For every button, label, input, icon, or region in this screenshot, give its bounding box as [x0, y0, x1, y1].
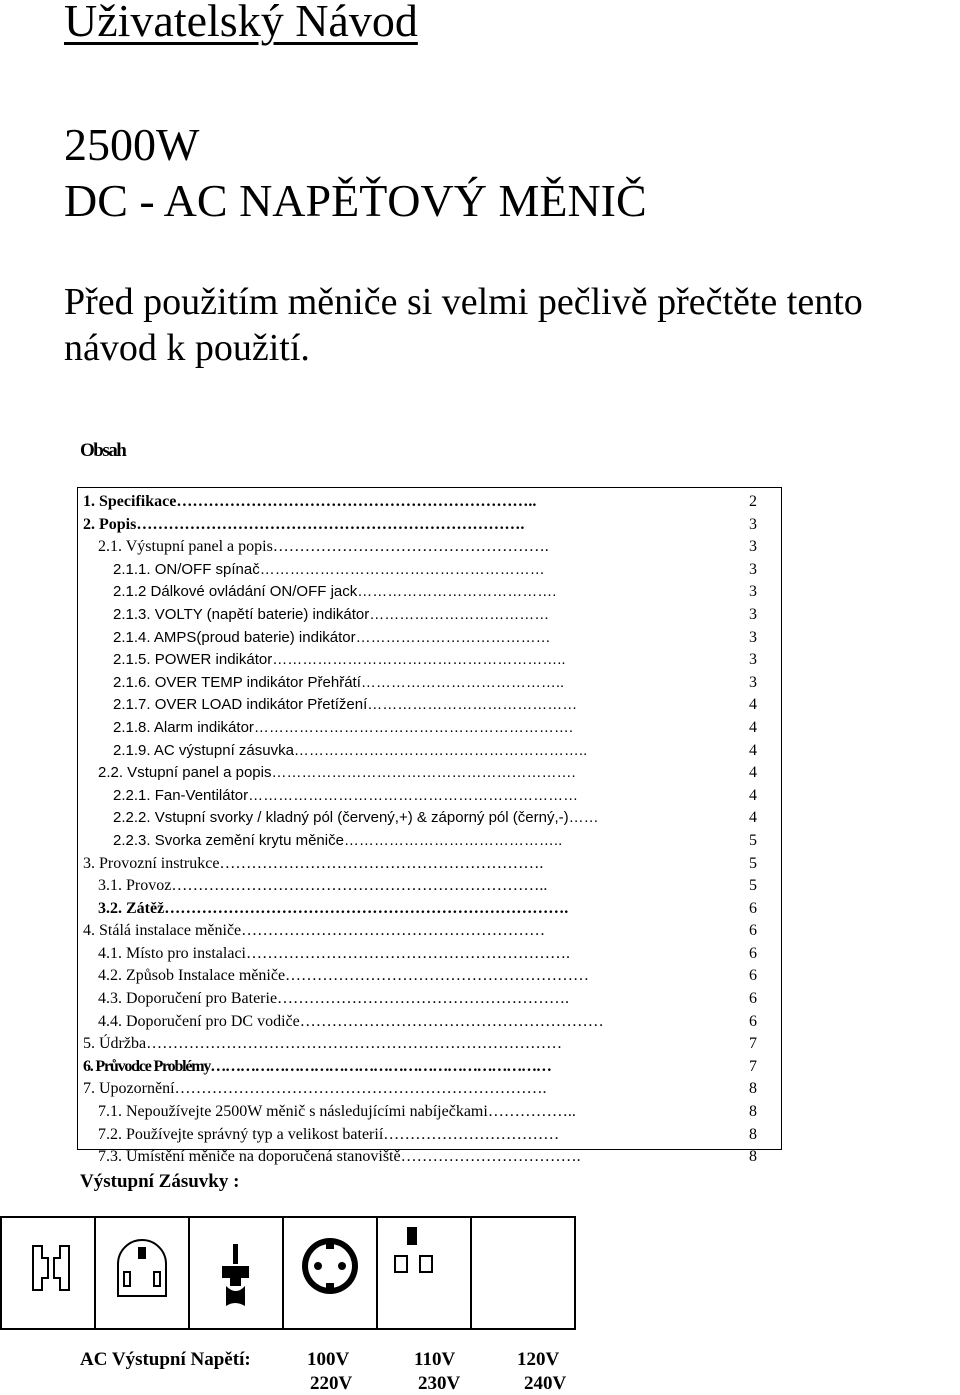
toc-row: [78, 965, 781, 988]
toc-entry-page: 8: [749, 1125, 757, 1143]
voltage-110v: 110V: [414, 1349, 456, 1370]
toc-entry-text: 2.1.6. OVER TEMP indikátor Přehřátí…………………………………..: [113, 673, 565, 691]
toc-row: [78, 853, 781, 876]
toc-entry-page: 3: [749, 538, 757, 556]
toc-entry-page: 6: [749, 1012, 757, 1030]
outlet-panel-2: [95, 1217, 189, 1329]
toc-entry-text: 4. Stálá instalace měniče…………………………………………………: [83, 922, 546, 940]
toc-entry-text: 7. Upozornění…………………………………………………………….: [83, 1080, 547, 1098]
schuko-outlet-icon: [302, 1238, 358, 1294]
toc-entry-page: 5: [749, 854, 757, 872]
toc-entry-page: 6: [749, 990, 757, 1008]
toc-row: [78, 830, 781, 853]
toc-entry-text: 4.1. Místo pro instalaci…………………………………………………….: [98, 944, 570, 962]
toc-entry-text: 1. Specifikace…………………………………………………………..: [83, 493, 537, 510]
toc-entry-page: 4: [749, 741, 757, 759]
toc-row: [78, 875, 781, 898]
product-name: DC - AC NAPĚŤOVÝ MĚNIČ: [64, 175, 647, 226]
toc-row: [78, 898, 781, 921]
ac-voltage-label: AC Výstupní Napětí:: [80, 1349, 251, 1370]
toc-row: [78, 672, 781, 695]
toc-entry-page: 3: [749, 651, 757, 669]
toc-entry-page: 3: [749, 560, 757, 578]
toc-row: [78, 514, 781, 537]
toc-entry-text: 2.1. Výstupní panel a popis…………………………………………….: [98, 538, 549, 556]
toc-entry-page: 3: [749, 628, 757, 646]
toc-entry-text: 2.1.1. ON/OFF spínač…………………………………………………: [113, 560, 545, 578]
universal-outlet-icon: [118, 1240, 166, 1296]
outlet-diagram: [0, 1216, 577, 1330]
toc-row: [78, 943, 781, 966]
toc-entry-page: 4: [749, 764, 757, 782]
toc-entry-page: 2: [749, 493, 757, 510]
toc-row: [78, 762, 781, 785]
toc-entry-page: 3: [749, 605, 757, 623]
toc-row: [78, 491, 781, 514]
toc-entry-page: 4: [749, 718, 757, 736]
toc-entry-page: 6: [749, 944, 757, 962]
toc-entry-text: 2.1.4. AMPS(proud baterie) indikátor…………………………………: [113, 628, 551, 646]
toc-entry-text: 7.2. Používejte správný typ a velikost baterií……………………………: [98, 1125, 560, 1143]
toc-row: [78, 1011, 781, 1034]
toc-entry-page: 5: [749, 877, 757, 895]
toc-entry-text: 2.1.2 Dálkové ovládání ON/OFF jack………………………………….: [113, 583, 557, 601]
toc-entry-page: 4: [749, 786, 757, 804]
voltage-100v: 100V: [307, 1349, 350, 1370]
toc-row: [78, 559, 781, 582]
toc-entry-text: 7.3. Umístění měniče na doporučená stanoviště…………………………….: [98, 1148, 581, 1166]
toc-entry-text: 4.3. Doporučení pro Baterie……………………………………………….: [98, 990, 570, 1008]
uk-outlet-icon: [395, 1228, 432, 1272]
toc-entry-text: 2.2.1. Fan-Ventilátor…………………………………………………………: [113, 786, 579, 804]
toc-row: [78, 807, 781, 830]
toc-entry-page: 6: [749, 967, 757, 985]
toc-row: [78, 1078, 781, 1101]
toc-entry-page: 7: [749, 1035, 757, 1053]
toc-row: [78, 627, 781, 650]
toc-entry-text: 2.1.8. Alarm indikátor……………………………………………………….: [113, 718, 574, 736]
intro-line-1: Před použitím měniče si velmi pečlivě přečtěte tento: [64, 281, 863, 323]
toc-entry-text: 6. Průvodce Problémy……………………………………………………………: [83, 1057, 551, 1075]
cross-pin-outlet-icon: [222, 1244, 249, 1306]
toc-row: [78, 717, 781, 740]
toc-heading: Obsah: [80, 440, 126, 461]
toc-entry-page: 8: [749, 1148, 757, 1166]
toc-row: [78, 649, 781, 672]
toc-entry-page: 7: [749, 1057, 757, 1075]
voltage-230v: 230V: [418, 1373, 461, 1394]
power-rating: 2500W: [64, 119, 200, 170]
toc-entry-text: 7.1. Nepoužívejte 2500W měnič s následujícími nabíječkami……………..: [98, 1103, 576, 1121]
toc-entry-text: 2.1.5. POWER indikátor…………………………………………………..: [113, 651, 566, 669]
toc-entry-text: 2.2.2. Vstupní svorky / kladný pól (červený,+) & záporný pól (černý,-)……: [113, 809, 599, 827]
toc-entry-page: 5: [749, 831, 757, 849]
table-of-contents: [77, 487, 782, 1166]
toc-entry-text: 2.2. Vstupní panel a popis…………………………………………………….: [98, 764, 576, 782]
toc-row: [78, 536, 781, 559]
toc-row: [78, 604, 781, 627]
toc-row: [78, 1146, 781, 1169]
document-title: Uživatelský Návod: [64, 0, 418, 46]
toc-row: [78, 1056, 781, 1079]
toc-entry-text: 4.2. Způsob Instalace měniče…………………………………………………: [98, 967, 590, 985]
toc-entry-text: 3.1. Provoz……………………………………………………………..: [98, 877, 548, 895]
toc-entry-page: 8: [749, 1080, 757, 1098]
toc-entry-text: 2. Popis……………………………………………………………….: [83, 515, 525, 533]
outlet-panel-6: [471, 1217, 575, 1329]
toc-entry-text: 2.1.7. OVER LOAD indikátor Přetížení……………………………………: [113, 696, 578, 714]
toc-entry-page: 3: [749, 515, 757, 533]
toc-entry-text: 2.1.3. VOLTY (napětí baterie) indikátor………………………………: [113, 605, 550, 623]
toc-entry-text: 3. Provozní instrukce…………………………………………………….: [83, 854, 544, 872]
outlets-label: Výstupní Zásuvky :: [80, 1171, 240, 1192]
toc-row: [78, 1033, 781, 1056]
toc-row: [78, 920, 781, 943]
toc-entry-page: 4: [749, 809, 757, 827]
toc-row: [78, 1124, 781, 1147]
toc-entry-page: 6: [749, 899, 757, 917]
toc-entry-page: 6: [749, 922, 757, 940]
toc-row: [78, 694, 781, 717]
intro-line-2: návod k použití.: [64, 327, 310, 369]
toc-entry-page: 3: [749, 673, 757, 691]
toc-entry-text: 5. Údržba……………………………………………………………………: [83, 1035, 563, 1053]
toc-row: [78, 740, 781, 763]
toc-row: [78, 988, 781, 1011]
toc-row: [78, 581, 781, 604]
toc-entry-text: 3.2. Zátěž………………………………………………………………….: [98, 899, 569, 917]
voltage-220v: 220V: [310, 1373, 353, 1394]
voltage-120v: 120V: [517, 1349, 560, 1370]
voltage-240v: 240V: [524, 1373, 567, 1394]
toc-entry-page: 8: [749, 1103, 757, 1121]
toc-row: [78, 1101, 781, 1124]
toc-entry-text: 2.1.9. AC výstupní zásuvka…………………………………………………..: [113, 741, 588, 759]
toc-row: [78, 785, 781, 808]
toc-entry-page: 4: [749, 696, 757, 714]
toc-entry-text: 2.2.3. Svorka zemění krytu měniče……………………………………..: [113, 831, 563, 849]
toc-entry-page: 3: [749, 583, 757, 601]
toc-entry-text: 4.4. Doporučení pro DC vodiče…………………………………………………: [98, 1012, 604, 1030]
us-plug-icon: [33, 1246, 69, 1290]
